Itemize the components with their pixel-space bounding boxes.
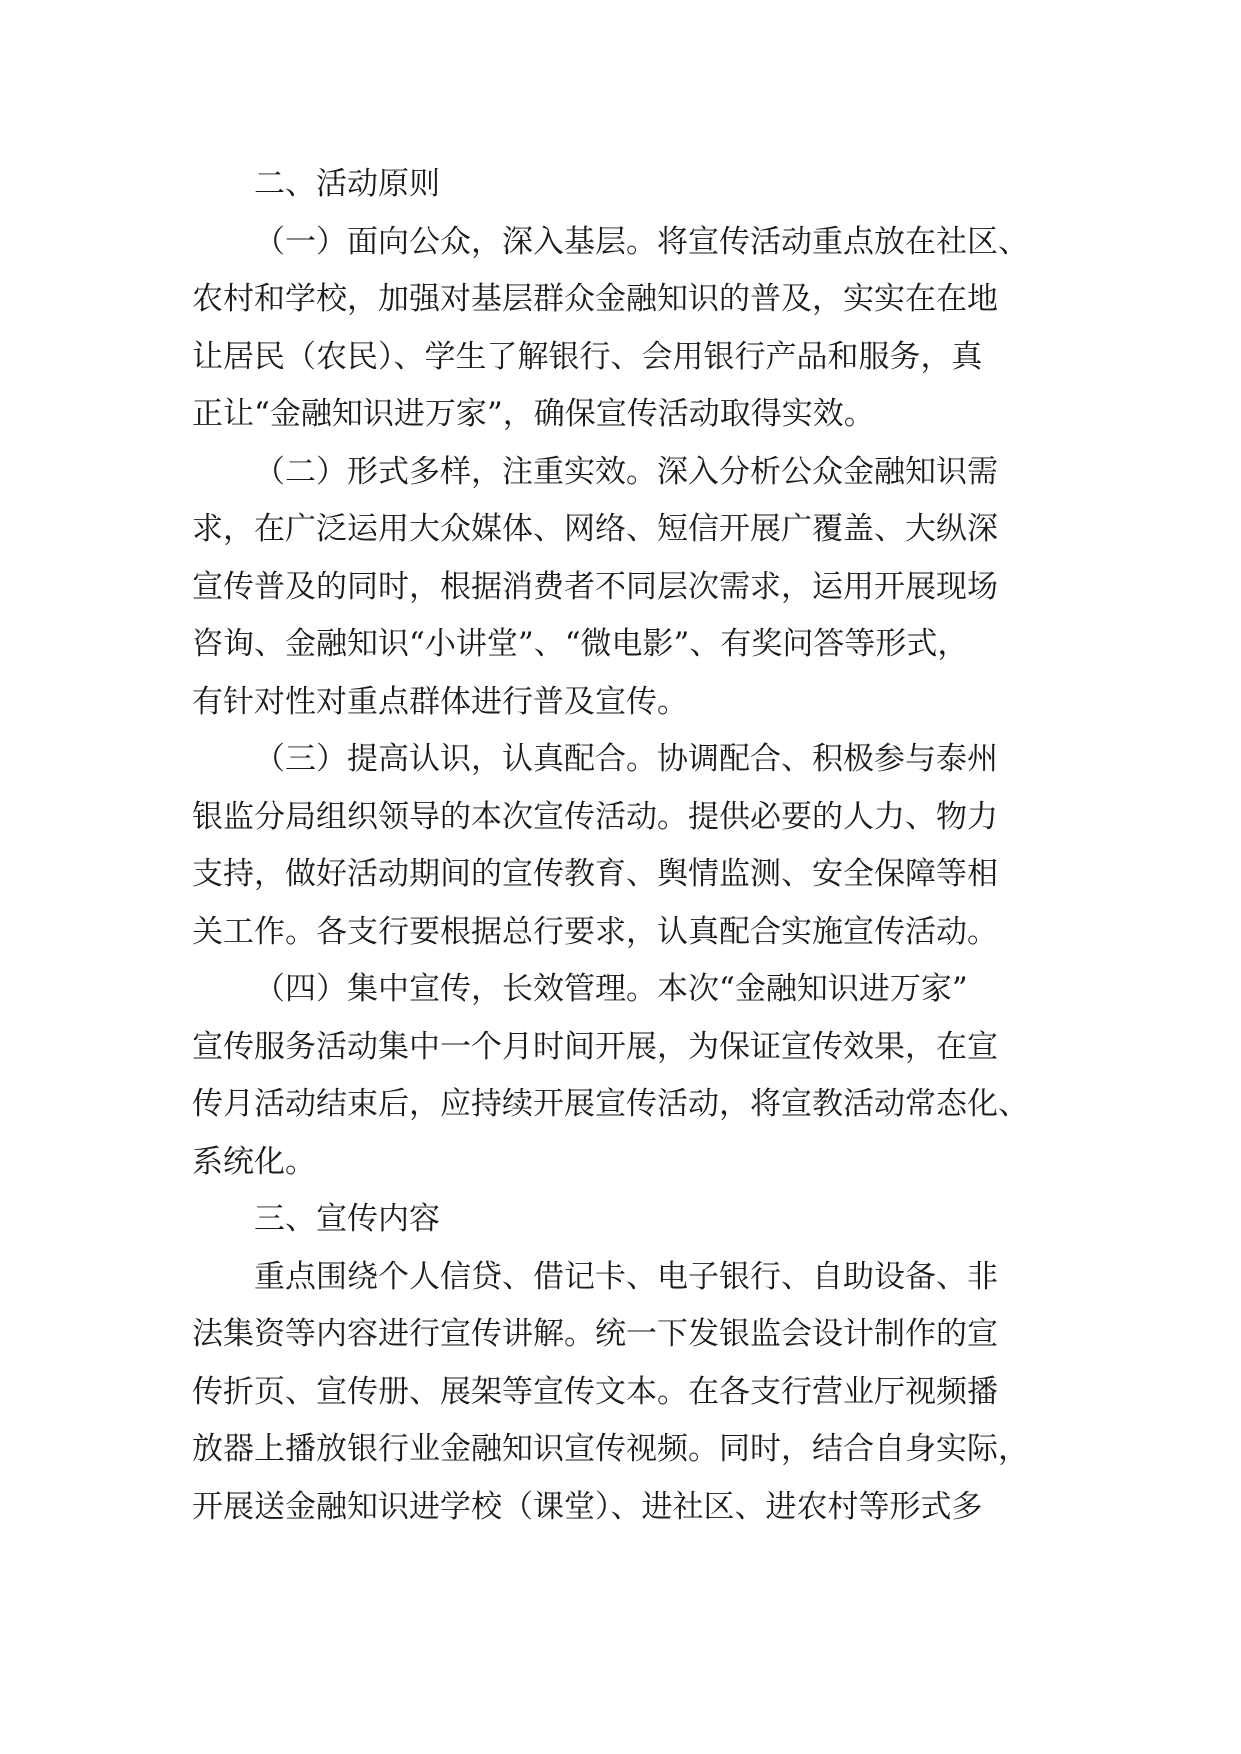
paragraph-line: 求，在广泛运用大众媒体、网络、短信开展广覆盖、大纵深 [192, 511, 998, 547]
paragraph-line: 宣传服务活动集中一个月时间开展，为保证宣传效果，在宣 [192, 1029, 998, 1065]
paragraph-line: 开展送金融知识进学校（课堂）、进社区、进农村等形式多 [192, 1489, 983, 1525]
paragraph-line: 让居民（农民）、学生了解银行、会用银行产品和服务，真 [192, 339, 983, 375]
paragraph-line: 银监分局组织领导的本次宣传活动。提供必要的人力、物力 [192, 799, 998, 835]
paragraph-line: 法集资等内容进行宣传讲解。统一下发银监会设计制作的宣 [192, 1316, 998, 1352]
paragraph-line: 正让“金融知识进万家”，确保宣传活动取得实效。 [192, 396, 875, 432]
paragraph-line: （一）面向公众，深入基层。将宣传活动重点放在社区、 [254, 224, 1029, 260]
paragraph-line: （四）集中宣传，长效管理。本次“金融知识进万家” [254, 971, 968, 1007]
paragraph-line: 系统化。 [192, 1144, 316, 1180]
paragraph-line: 咨询、金融知识“小讲堂”、“微电影”、有奖问答等形式， [192, 626, 969, 662]
paragraph-line: 传月活动结束后，应持续开展宣传活动，将宣教活动常态化、 [192, 1086, 1029, 1122]
paragraph-line: 有针对性对重点群体进行普及宣传。 [192, 684, 688, 720]
section-heading-principles: 二、活动原则 [254, 166, 440, 202]
paragraph-line: 支持，做好活动期间的宣传教育、舆情监测、安全保障等相 [192, 856, 998, 892]
paragraph-line: 重点围绕个人信贷、借记卡、电子银行、自助设备、非 [254, 1259, 998, 1295]
paragraph-line: 关工作。各支行要根据总行要求，认真配合实施宣传活动。 [192, 914, 998, 950]
paragraph-line: （三）提高认识，认真配合。协调配合、积极参与泰州 [254, 741, 998, 777]
paragraph-line: 传折页、宣传册、展架等宣传文本。在各支行营业厅视频播 [192, 1374, 998, 1410]
paragraph-line: （二）形式多样，注重实效。深入分析公众金融知识需 [254, 454, 998, 490]
paragraph-line: 农村和学校，加强对基层群众金融知识的普及，实实在在地 [192, 281, 998, 317]
paragraph-line: 放器上播放银行业金融知识宣传视频。同时，结合自身实际， [192, 1431, 1029, 1467]
section-heading-content: 三、宣传内容 [254, 1201, 440, 1237]
paragraph-line: 宣传普及的同时，根据消费者不同层次需求，运用开展现场 [192, 569, 998, 605]
